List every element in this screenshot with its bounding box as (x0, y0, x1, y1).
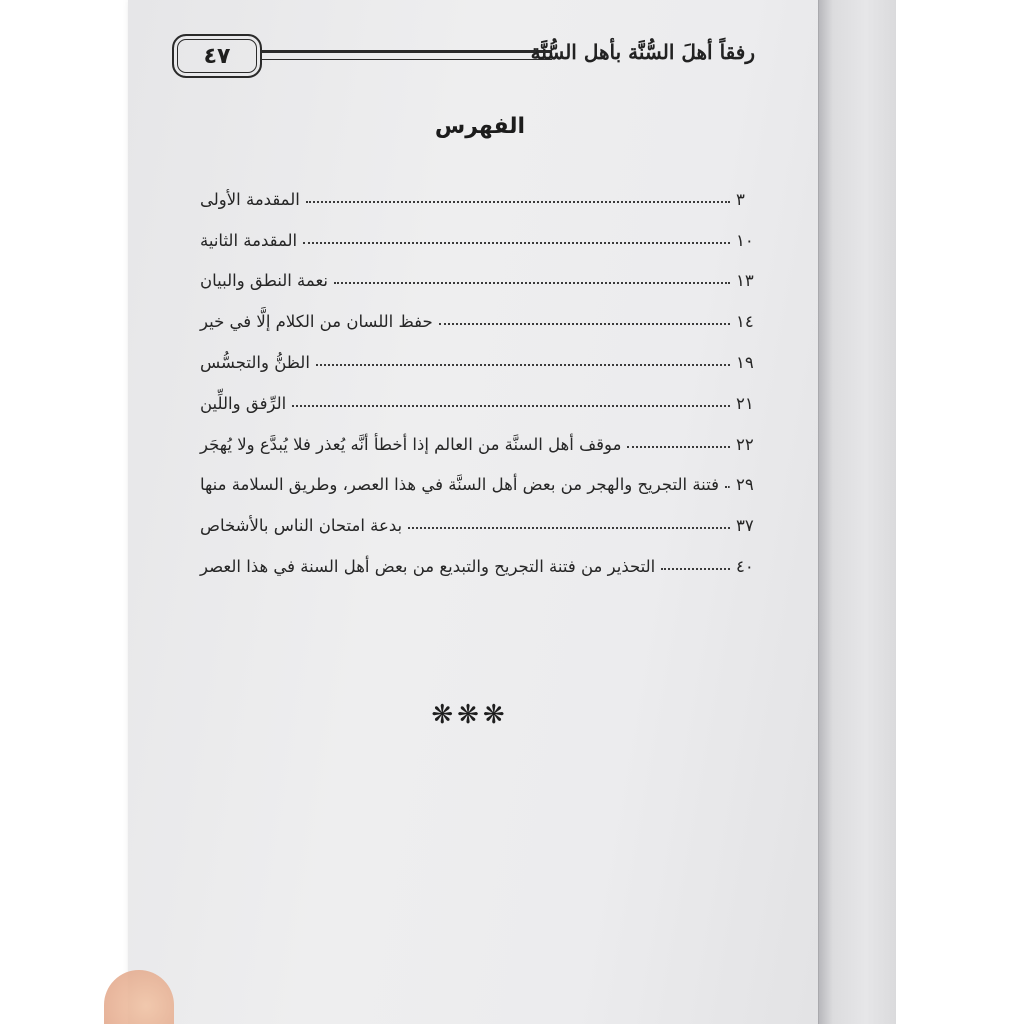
toc-entry (200, 250, 762, 291)
toc-entry (200, 290, 762, 331)
toc-entry-title: التحذير من فتنة التجريح والتبديع من بعض أهل السنة في هذا العصر (200, 556, 656, 576)
toc-entry-title: الرِّفق واللِّين (200, 393, 287, 413)
toc-leader-dots (661, 567, 730, 570)
toc-entry-title: المقدمة الثانية (200, 230, 298, 250)
toc-entry-page: ٤٠ (736, 556, 754, 576)
toc-entry-page: ١٣ (736, 271, 754, 291)
toc-leader-dots (439, 322, 730, 325)
running-title: رفقاً أهلَ السُّنَّة بأهل السُّنَّة (530, 40, 755, 64)
toc-entry-title: بدعة امتحان الناس بالأشخاص (200, 516, 403, 536)
toc-entry-page: ١٩ (736, 352, 754, 372)
toc-leader-dots (292, 404, 730, 407)
toc-leader-dots (316, 363, 730, 366)
toc-entry (200, 209, 762, 250)
toc-entry (200, 454, 762, 495)
toc-leader-dots (725, 485, 730, 488)
toc-entry-title: حفظ اللسان من الكلام إلَّا في خير (200, 312, 433, 332)
toc-leader-dots (303, 241, 730, 244)
toc-entry (200, 168, 762, 209)
toc-entry-page: ٢٩ (736, 475, 754, 495)
toc-entry-page: ١٠ (736, 230, 754, 250)
toc-entry (200, 535, 762, 576)
toc-entry-page: ٢١ (736, 393, 754, 413)
toc-entry-title: الظنُّ والتجسُّس (200, 352, 310, 372)
toc-entry (200, 413, 762, 454)
index-heading: الفهرس (434, 114, 526, 139)
toc-leader-dots (306, 200, 730, 203)
toc-entry (200, 494, 762, 535)
toc-leader-dots (408, 526, 730, 529)
end-ornament: ❋❋❋ (431, 700, 509, 730)
toc-entry-title: موقف أهل السنَّة من العالم إذا أخطأ أنَّه يُعذر فلا يُبدَّع ولا يُهجَر (200, 434, 622, 454)
toc-entry-page: ٣ (736, 189, 745, 209)
next-page-edge (818, 0, 897, 1024)
toc-entry-page: ٢٢ (736, 434, 754, 454)
toc-leader-dots (334, 281, 730, 284)
toc-entry (200, 331, 762, 372)
page-number-badge: ٤٧ (172, 34, 262, 78)
header-rule (260, 50, 552, 60)
toc-entry-title: المقدمة الأولى (200, 189, 300, 209)
toc-entry (200, 372, 762, 413)
toc-entry-page: ١٤ (736, 312, 754, 332)
toc-entry-title: فتنة التجريح والهجر من بعض أهل السنَّة في هذا العصر، وطريق السلامة منها (200, 475, 720, 495)
running-header (170, 30, 765, 86)
toc-leader-dots (627, 445, 730, 448)
toc-entry-page: ٣٧ (736, 516, 754, 536)
table-of-contents (200, 168, 762, 576)
background (896, 0, 1024, 1024)
toc-entry-title: نعمة النطق والبيان (200, 271, 328, 291)
